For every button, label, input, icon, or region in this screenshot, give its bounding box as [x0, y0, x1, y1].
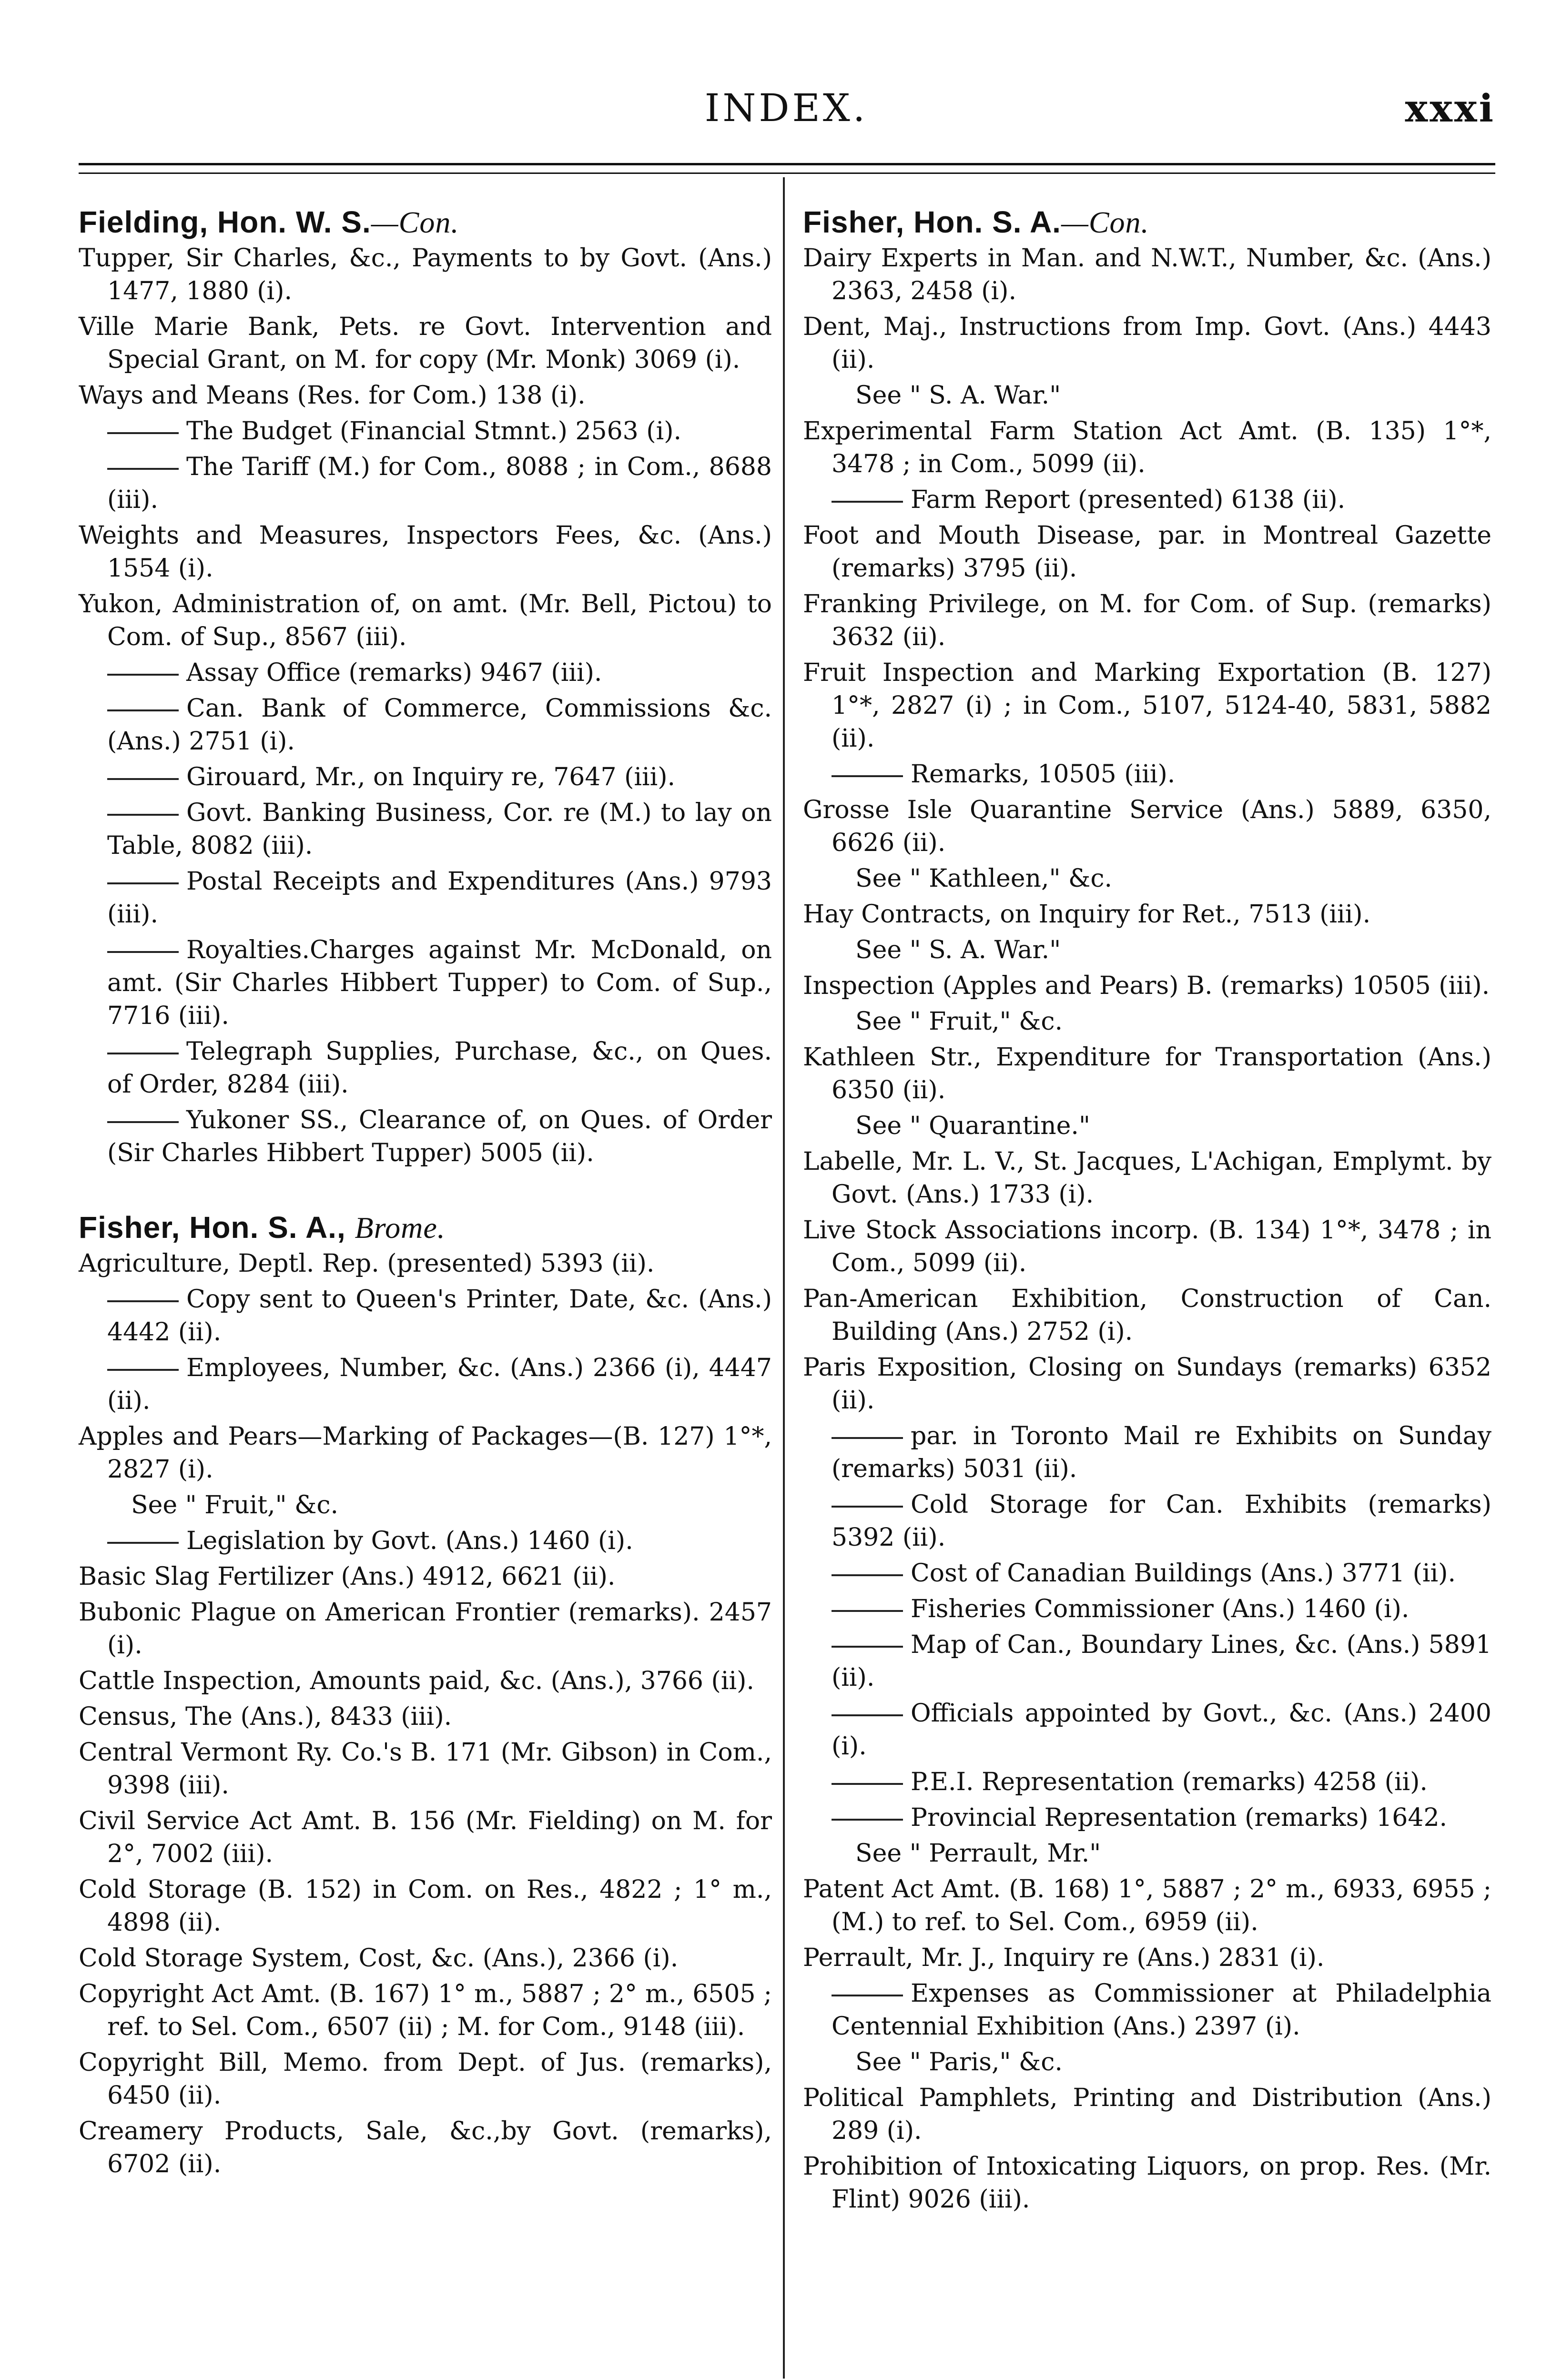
- entry-text: Hay Contracts, on Inquiry for Ret., 7513 (iii).: [803, 900, 1371, 929]
- index-entry: [803, 970, 1491, 1003]
- entry-text: Foot and Mouth Disease, par. in Montreal Gazette (remarks) 3795 (ii).: [803, 521, 1491, 583]
- entry-text: Cold Storage for Can. Exhibits (remarks) 5392 (ii).: [832, 1490, 1491, 1552]
- index-subentry: [803, 1593, 1491, 1626]
- see-also-entry: [803, 934, 1491, 967]
- index-entry: [79, 588, 772, 654]
- entry-text: Cold Storage System, Cost, &c. (Ans.), 2366 (i).: [79, 1944, 679, 1973]
- index-subentry: [803, 1977, 1491, 2043]
- see-also-entry: [803, 1005, 1491, 1038]
- index-entry: [79, 311, 772, 376]
- heading-name: Fisher, Hon. S. A.,: [79, 1210, 346, 1245]
- index-subentry: [79, 657, 772, 689]
- heading-name: Fisher, Hon. S. A.: [803, 205, 1061, 239]
- ditto-dash: [107, 1300, 179, 1302]
- entry-text: See " Quarantine.": [855, 1112, 1090, 1140]
- entry-text: See " S. A. War.": [855, 381, 1061, 410]
- heading-name: Fielding, Hon. W. S.: [79, 205, 371, 239]
- index-subentry: [79, 451, 772, 517]
- index-subentry: [803, 1802, 1491, 1834]
- ditto-dash: [832, 1819, 903, 1821]
- see-also-entry: [79, 1489, 772, 1522]
- ditto-dash: [832, 1506, 903, 1508]
- right-column: [803, 203, 1491, 2219]
- entry-text: Map of Can., Boundary Lines, &c. (Ans.) 5891 (ii).: [832, 1631, 1491, 1692]
- ditto-dash: [107, 778, 179, 780]
- index-subentry: [803, 1420, 1491, 1486]
- index-subentry: [803, 1557, 1491, 1590]
- entry-text: See " Paris," &c.: [855, 2048, 1063, 2076]
- entry-text: Can. Bank of Commerce, Commissions &c. (Ans.) 2751 (i).: [107, 694, 772, 756]
- entry-text: Dairy Experts in Man. and N.W.T., Number, &c. (Ans.) 2363, 2458 (i).: [803, 244, 1491, 305]
- entry-text: Girouard, Mr., on Inquiry re, 7647 (iii).: [186, 763, 676, 791]
- entry-text: Officials appointed by Govt., &c. (Ans.) 2400 (i).: [832, 1699, 1491, 1761]
- entry-text: Kathleen Str., Expenditure for Transportation (Ans.) 6350 (ii).: [803, 1043, 1491, 1104]
- index-entry: [803, 1041, 1491, 1107]
- entry-text: Telegraph Supplies, Purchase, &c., on Ques. of Order, 8284 (iii).: [107, 1037, 772, 1099]
- index-subentry: [803, 1766, 1491, 1799]
- ditto-dash: [107, 709, 179, 711]
- index-entry: [803, 242, 1491, 308]
- entry-text: Ways and Means (Res. for Com.) 138 (i).: [79, 381, 586, 410]
- entry-text: Civil Service Act Amt. B. 156 (Mr. Fielding) on M. for 2°, 7002 (iii).: [79, 1807, 772, 1868]
- entry-text: Employees, Number, &c. (Ans.) 2366 (i), 4447 (ii).: [107, 1354, 772, 1415]
- index-subentry: [79, 865, 772, 931]
- index-entry: [803, 1942, 1491, 1975]
- ditto-dash: [107, 951, 179, 953]
- ditto-dash: [832, 775, 903, 777]
- index-subentry: [79, 1525, 772, 1558]
- index-entry: [79, 1247, 772, 1280]
- index-entry: [79, 1942, 772, 1975]
- index-subentry: [79, 761, 772, 794]
- column-divider: [783, 177, 785, 2379]
- entry-text: Copyright Bill, Memo. from Dept. of Jus. (remarks), 6450 (ii).: [79, 2048, 772, 2110]
- index-subentry: [803, 1697, 1491, 1763]
- page-title: INDEX.: [704, 86, 868, 130]
- index-entry: [803, 1214, 1491, 1280]
- ditto-dash: [107, 468, 179, 470]
- entry-text: Pan-American Exhibition, Construction of Can. Building (Ans.) 2752 (i).: [803, 1285, 1491, 1346]
- entry-text: See " Kathleen," &c.: [855, 864, 1112, 893]
- index-entry: [803, 657, 1491, 755]
- entry-list-fisher-con: [803, 242, 1491, 2216]
- index-entry: [803, 1351, 1491, 1417]
- ditto-dash: [832, 1646, 903, 1648]
- index-subentry: [79, 1035, 772, 1101]
- index-subentry: [803, 1489, 1491, 1554]
- section-heading-fisher-con: [803, 203, 1491, 242]
- entry-text: Experimental Farm Station Act Amt. (B. 135) 1°*, 3478 ; in Com., 5099 (ii).: [803, 417, 1491, 478]
- entry-text: Copyright Act Amt. (B. 167) 1° m., 5887 ; 2° m., 6505 ; ref. to Sel. Com., 6507 (ii) ; M. for Com., 9148 (iii).: [79, 1980, 772, 2041]
- entry-text: Bubonic Plague on American Frontier (remarks). 2457 (i).: [79, 1598, 772, 1660]
- ditto-dash: [107, 882, 179, 884]
- left-column: [79, 203, 772, 2184]
- ditto-dash: [832, 1610, 903, 1612]
- entry-text: The Budget (Financial Stmnt.) 2563 (i).: [186, 417, 682, 446]
- ditto-dash: [832, 1995, 903, 1996]
- entry-text: See " Fruit," &c.: [855, 1007, 1063, 1036]
- ditto-dash: [107, 432, 179, 434]
- entry-text: Fisheries Commissioner (Ans.) 1460 (i).: [911, 1595, 1410, 1623]
- entry-text: Creamery Products, Sale, &c.,by Govt. (remarks), 6702 (ii).: [79, 2117, 772, 2178]
- index-subentry: [79, 1104, 772, 1170]
- ditto-dash: [107, 814, 179, 816]
- entry-text: Ville Marie Bank, Pets. re Govt. Intervention and Special Grant, on M. for copy (Mr. Monk) 3069 (i).: [79, 313, 772, 374]
- index-entry: [79, 519, 772, 585]
- index-entry: [79, 242, 772, 308]
- heading-suffix: —Con.: [371, 205, 459, 239]
- entry-text: Expenses as Commissioner at Philadelphia Centennial Exhibition (Ans.) 2397 (i).: [832, 1979, 1491, 2041]
- index-subentry: [79, 1352, 772, 1418]
- index-entry: [79, 2115, 772, 2181]
- header-rule-thin: [79, 172, 1495, 174]
- entry-text: Weights and Measures, Inspectors Fees, &c. (Ans.) 1554 (i).: [79, 521, 772, 583]
- see-also-entry: [803, 1837, 1491, 1870]
- index-entry: [79, 1874, 772, 1939]
- index-entry: [79, 1701, 772, 1733]
- index-subentry: [79, 415, 772, 448]
- index-subentry: [803, 758, 1491, 791]
- entry-text: Assay Office (remarks) 9467 (iii).: [186, 658, 602, 687]
- entry-text: Cold Storage (B. 152) in Com. on Res., 4822 ; 1° m., 4898 (ii).: [79, 1875, 772, 1937]
- entry-text: Census, The (Ans.), 8433 (iii).: [79, 1702, 452, 1731]
- entry-text: Royalties.Charges against Mr. McDonald, on amt. (Sir Charles Hibbert Tupper) to Com. of Sup., 7716 (iii).: [107, 936, 772, 1030]
- ditto-dash: [107, 1542, 179, 1544]
- ditto-dash: [107, 1053, 179, 1054]
- entry-text: Fruit Inspection and Marking Exportation (B. 127) 1°*, 2827 (i) ; in Com., 5107, 5124-40, 5831, 5882 (ii).: [803, 658, 1491, 753]
- index-entry: [79, 1665, 772, 1698]
- index-entry: [803, 2082, 1491, 2147]
- entry-text: Remarks, 10505 (iii).: [911, 760, 1176, 789]
- index-entry: [803, 2150, 1491, 2216]
- index-entry: [803, 1145, 1491, 1211]
- entry-text: Basic Slag Fertilizer (Ans.) 4912, 6621 (ii).: [79, 1562, 616, 1591]
- entry-text: Paris Exposition, Closing on Sundays (remarks) 6352 (ii).: [803, 1353, 1491, 1415]
- see-also-entry: [803, 1110, 1491, 1143]
- see-also-entry: [803, 379, 1491, 412]
- entry-text: Provincial Representation (remarks) 1642.: [911, 1803, 1448, 1832]
- entry-text: P.E.I. Representation (remarks) 4258 (ii).: [911, 1768, 1428, 1796]
- entry-text: Yukoner SS., Clearance of, on Ques. of Order (Sir Charles Hibbert Tupper) 5005 (ii).: [107, 1106, 772, 1167]
- heading-suffix: —Con.: [1061, 205, 1149, 239]
- see-also-entry: [803, 862, 1491, 895]
- entry-text: Dent, Maj., Instructions from Imp. Govt. (Ans.) 4443 (ii).: [803, 313, 1491, 374]
- entry-text: Apples and Pears—Marking of Packages—(B. 127) 1°*, 2827 (i).: [79, 1422, 772, 1484]
- ditto-dash: [107, 1369, 179, 1371]
- entry-text: Copy sent to Queen's Printer, Date, &c. (Ans.) 4442 (ii).: [107, 1285, 772, 1347]
- section-heading-fisher-brome: [79, 1208, 772, 1247]
- index-entry: [79, 1736, 772, 1802]
- index-subentry: [79, 797, 772, 862]
- entry-list-fisher: [79, 1247, 772, 2181]
- index-entry: [79, 1560, 772, 1593]
- ditto-dash: [832, 1783, 903, 1785]
- entry-text: Franking Privilege, on M. for Com. of Sup. (remarks) 3632 (ii).: [803, 590, 1491, 651]
- entry-text: Central Vermont Ry. Co.'s B. 171 (Mr. Gibson) in Com., 9398 (iii).: [79, 1738, 772, 1800]
- ditto-dash: [832, 1437, 903, 1439]
- entry-text: See " Fruit," &c.: [131, 1491, 339, 1519]
- index-subentry: [79, 1283, 772, 1349]
- index-entry: [803, 415, 1491, 481]
- ditto-dash: [832, 1574, 903, 1576]
- index-subentry: [803, 484, 1491, 517]
- index-subentry: [79, 692, 772, 758]
- entry-text: Cost of Canadian Buildings (Ans.) 3771 (ii).: [911, 1559, 1456, 1588]
- index-entry: [803, 794, 1491, 860]
- entry-text: Postal Receipts and Expenditures (Ans.) 9793 (iii).: [107, 867, 772, 929]
- entry-text: Agriculture, Deptl. Rep. (presented) 5393 (ii).: [79, 1249, 655, 1278]
- entry-text: Tupper, Sir Charles, &c., Payments to by Govt. (Ans.) 1477, 1880 (i).: [79, 244, 772, 305]
- ditto-dash: [107, 674, 179, 676]
- entry-text: Political Pamphlets, Printing and Distribution (Ans.) 289 (i).: [803, 2084, 1491, 2145]
- entry-text: Patent Act Amt. (B. 168) 1°, 5887 ; 2° m., 6933, 6955 ; (M.) to ref. to Sel. Com., 6959 (ii).: [803, 1875, 1491, 1936]
- index-entry: [79, 379, 772, 412]
- entry-text: Prohibition of Intoxicating Liquors, on prop. Res. (Mr. Flint) 9026 (iii).: [803, 2152, 1491, 2214]
- index-entry: [803, 1283, 1491, 1348]
- entry-text: Yukon, Administration of, on amt. (Mr. Bell, Pictou) to Com. of Sup., 8567 (iii).: [79, 590, 772, 651]
- entry-list-fielding: [79, 242, 772, 1170]
- section-heading-fielding: [79, 203, 772, 242]
- ditto-dash: [832, 1714, 903, 1716]
- index-entry: [803, 311, 1491, 376]
- index-entry: [79, 1420, 772, 1486]
- entry-text: Perrault, Mr. J., Inquiry re (Ans.) 2831 (i).: [803, 1944, 1325, 1972]
- entry-text: Legislation by Govt. (Ans.) 1460 (i).: [186, 1527, 633, 1555]
- entry-text: Labelle, Mr. L. V., St. Jacques, L'Achigan, Emplymt. by Govt. (Ans.) 1733 (i).: [803, 1147, 1491, 1209]
- entry-text: Live Stock Associations incorp. (B. 134) 1°*, 3478 ; in Com., 5099 (ii).: [803, 1216, 1491, 1277]
- index-entry: [803, 519, 1491, 585]
- index-subentry: [79, 934, 772, 1033]
- entry-text: par. in Toronto Mail re Exhibits on Sunday (remarks) 5031 (ii).: [832, 1422, 1491, 1483]
- ditto-dash: [832, 501, 903, 503]
- entry-text: Cattle Inspection, Amounts paid, &c. (Ans.), 3766 (ii).: [79, 1667, 754, 1695]
- index-entry: [79, 1596, 772, 1662]
- entry-text: Inspection (Apples and Pears) B. (remarks) 10505 (iii).: [803, 972, 1490, 1000]
- entry-text: The Tariff (M.) for Com., 8088 ; in Com., 8688 (iii).: [107, 453, 772, 514]
- heading-suffix: Brome.: [355, 1211, 446, 1245]
- see-also-entry: [803, 2046, 1491, 2079]
- entry-text: See " S. A. War.": [855, 936, 1061, 964]
- index-entry: [803, 898, 1491, 931]
- index-subentry: [803, 1629, 1491, 1694]
- index-entry: [79, 1978, 772, 2044]
- entry-text: Farm Report (presented) 6138 (ii).: [911, 486, 1346, 514]
- index-entry: [803, 1873, 1491, 1939]
- header-rule-thick: [79, 163, 1495, 165]
- entry-text: Govt. Banking Business, Cor. re (M.) to lay on Table, 8082 (iii).: [107, 799, 772, 860]
- entry-text: See " Perrault, Mr.": [855, 1839, 1101, 1868]
- index-entry: [79, 2046, 772, 2112]
- ditto-dash: [107, 1121, 179, 1123]
- index-entry: [803, 588, 1491, 654]
- page-number: xxxi: [1405, 86, 1495, 131]
- entry-text: Grosse Isle Quarantine Service (Ans.) 5889, 6350, 6626 (ii).: [803, 796, 1491, 857]
- index-entry: [79, 1805, 772, 1871]
